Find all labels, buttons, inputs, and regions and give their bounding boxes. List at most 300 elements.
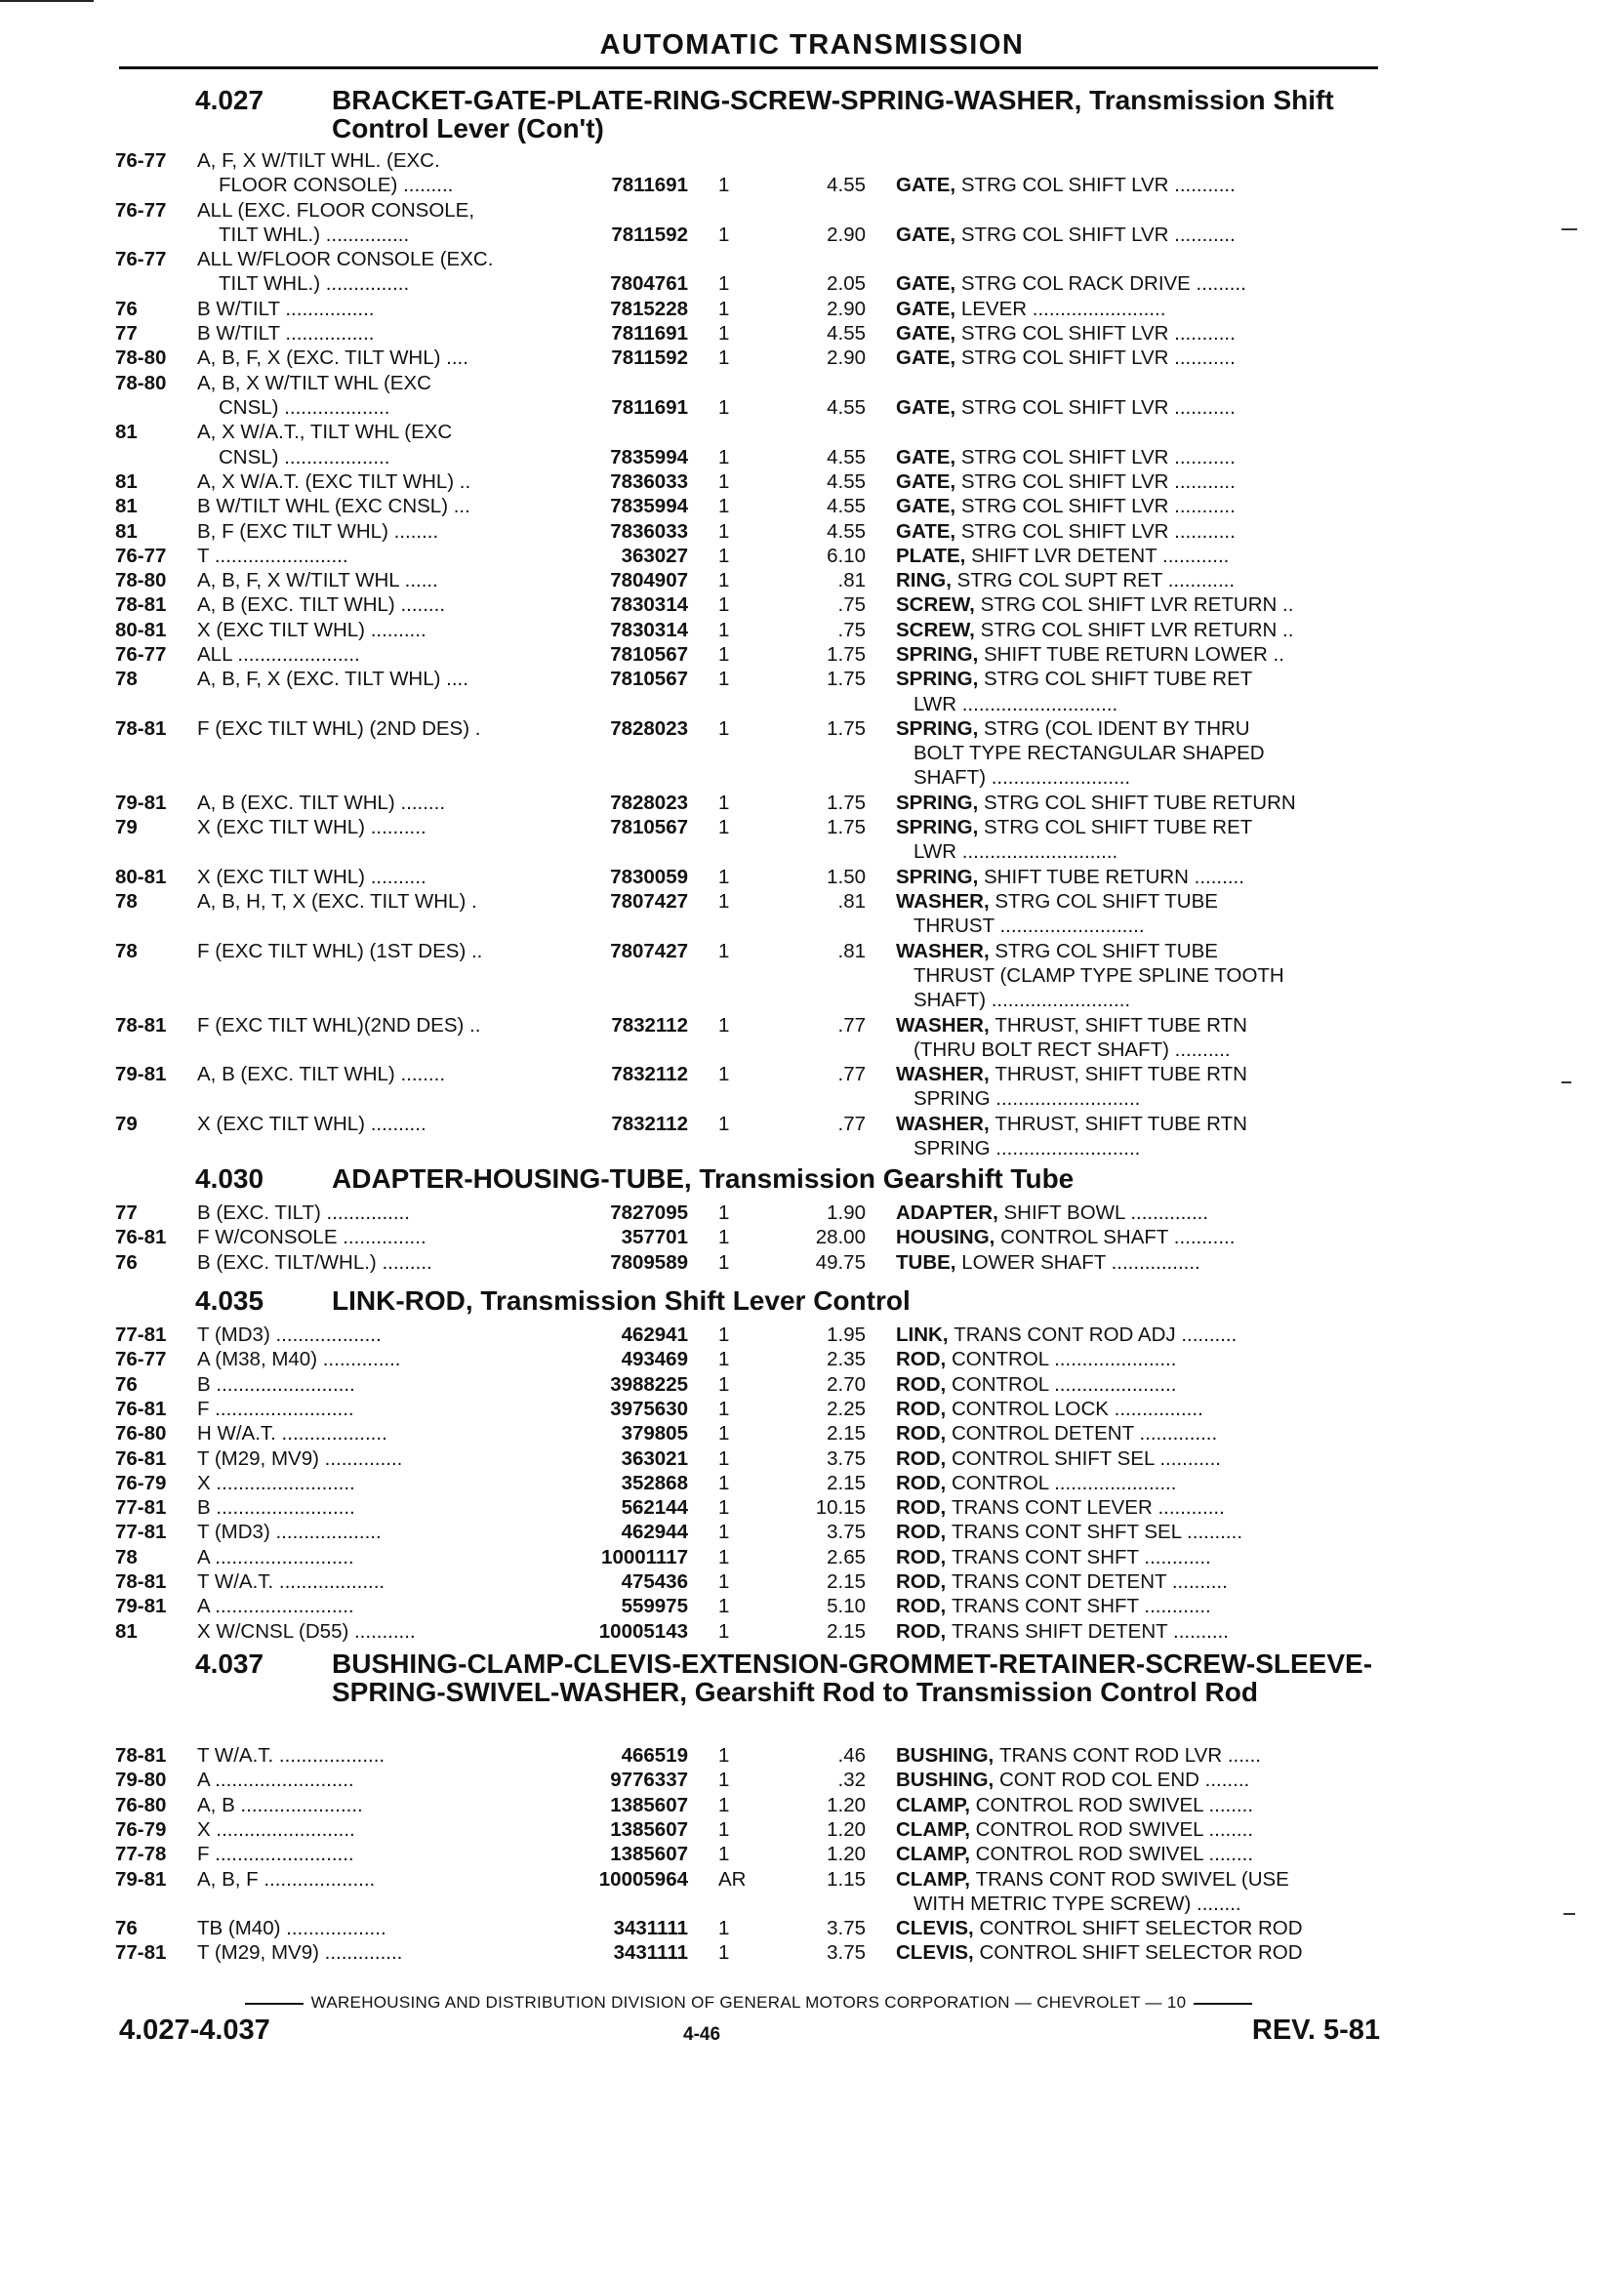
applicability-line: A, B (EXC. TILT WHL) ........ bbox=[197, 1063, 446, 1086]
part-number: 7832112 bbox=[611, 1063, 688, 1086]
description-line: WASHER, THRUST, SHIFT TUBE RTN bbox=[896, 1063, 1247, 1086]
part-number: 7835994 bbox=[610, 495, 688, 518]
quantity: 1 bbox=[718, 593, 730, 617]
applicability bbox=[197, 1768, 544, 1792]
quantity: 1 bbox=[718, 1545, 730, 1568]
description-name: GATE, bbox=[896, 322, 961, 346]
description bbox=[896, 939, 1384, 1013]
price: 2.90 bbox=[827, 346, 866, 370]
page-number: 4-46 bbox=[683, 2024, 721, 2045]
applicability bbox=[197, 939, 544, 963]
quantity: 1 bbox=[718, 1446, 730, 1470]
description bbox=[896, 519, 1384, 544]
quantity: 1 bbox=[718, 1595, 730, 1618]
price: 4.55 bbox=[827, 495, 866, 518]
price: 1.90 bbox=[827, 1201, 866, 1224]
table-row bbox=[0, 544, 1624, 568]
description-line: SPRING, STRG COL SHIFT TUBE RET bbox=[896, 816, 1253, 839]
year-range: 81 bbox=[115, 469, 138, 493]
description bbox=[896, 889, 1384, 939]
table-row bbox=[0, 716, 1624, 791]
applicability-line: A, F, X W/TILT WHL. (EXC. bbox=[197, 149, 440, 172]
description-name: ROD, bbox=[896, 1397, 952, 1420]
quantity: 1 bbox=[718, 297, 730, 320]
price: 4.55 bbox=[827, 174, 866, 197]
year-range: 79-81 bbox=[115, 1595, 167, 1618]
applicability-line: B W/TILT ................ bbox=[197, 322, 375, 346]
part-number: 466519 bbox=[621, 1744, 688, 1767]
description-line: GATE, STRG COL SHIFT LVR ........... bbox=[896, 322, 1236, 346]
price: 1.20 bbox=[827, 1793, 866, 1816]
applicability bbox=[197, 544, 544, 568]
description-name: BUSHING, bbox=[896, 1744, 999, 1767]
price: 4.55 bbox=[827, 469, 866, 493]
applicability-line: T (MD3) ................... bbox=[197, 1521, 382, 1544]
description-name: GATE, bbox=[896, 174, 961, 197]
applicability bbox=[197, 1520, 544, 1544]
applicability bbox=[197, 1421, 544, 1445]
applicability-line: A, X W/A.T. (EXC TILT WHL) .. bbox=[197, 469, 471, 493]
description-name: SPRING, bbox=[896, 668, 984, 691]
applicability bbox=[197, 1569, 544, 1594]
description-line: SPRING, SHIFT TUBE RETURN ......... bbox=[896, 865, 1244, 888]
description-line: GATE, STRG COL RACK DRIVE ......... bbox=[896, 272, 1246, 296]
description-line: RING, STRG COL SUPT RET ............ bbox=[896, 569, 1236, 592]
description-name: WASHER, bbox=[896, 939, 995, 962]
table-row bbox=[0, 148, 1624, 198]
applicability-line: A, B, F, X W/TILT WHL ...... bbox=[197, 569, 438, 592]
description-name: CLAMP, bbox=[896, 1843, 976, 1866]
description bbox=[896, 1397, 1384, 1421]
applicability-line: F (EXC TILT WHL) (1ST DES) .. bbox=[197, 939, 483, 962]
description bbox=[896, 815, 1384, 865]
description bbox=[896, 642, 1384, 667]
price: 1.50 bbox=[827, 865, 866, 888]
applicability-line: A, B, F, X (EXC. TILT WHL) .... bbox=[197, 668, 468, 691]
applicability bbox=[197, 889, 544, 914]
price: 4.55 bbox=[827, 395, 866, 419]
year-range: 77-78 bbox=[115, 1843, 167, 1866]
table-row bbox=[0, 667, 1624, 716]
applicability bbox=[197, 618, 544, 642]
description-line: GATE, STRG COL SHIFT LVR ........... bbox=[896, 495, 1236, 518]
table-row bbox=[0, 865, 1624, 889]
description-name: ROD, bbox=[896, 1619, 952, 1643]
description-line: CLAMP, TRANS CONT ROD SWIVEL (USE bbox=[896, 1867, 1289, 1891]
applicability-line: A, B, F, X (EXC. TILT WHL) .... bbox=[197, 346, 468, 370]
quantity: 1 bbox=[718, 865, 730, 888]
description bbox=[896, 297, 1384, 321]
applicability-line: F ......................... bbox=[197, 1843, 354, 1866]
applicability-line: T W/A.T. ................... bbox=[197, 1744, 386, 1767]
year-range: 78-80 bbox=[115, 346, 167, 370]
applicability bbox=[197, 148, 544, 198]
price: 2.05 bbox=[827, 272, 866, 296]
applicability bbox=[197, 346, 544, 370]
description bbox=[896, 592, 1384, 617]
year-range: 79-81 bbox=[115, 1063, 167, 1086]
description bbox=[896, 716, 1384, 791]
description bbox=[896, 1768, 1384, 1792]
description-line: CLAMP, CONTROL ROD SWIVEL ........ bbox=[896, 1793, 1254, 1816]
table-row bbox=[0, 1842, 1624, 1866]
applicability bbox=[197, 1112, 544, 1136]
year-range: 81 bbox=[115, 1619, 138, 1643]
description-name: SPRING, bbox=[896, 791, 984, 814]
description-line: SPRING, STRG (COL IDENT BY THRU bbox=[896, 716, 1250, 740]
description-name: SPRING, bbox=[896, 865, 984, 888]
applicability bbox=[197, 716, 544, 741]
part-number: 7811592 bbox=[611, 223, 688, 246]
description bbox=[896, 1495, 1384, 1520]
applicability bbox=[197, 247, 544, 297]
year-range: 78-80 bbox=[115, 569, 167, 592]
description-name: CLAMP, bbox=[896, 1793, 976, 1816]
description bbox=[896, 1817, 1384, 1842]
applicability-line: A, X W/A.T., TILT WHL (EXC bbox=[197, 421, 453, 444]
year-range: 76-77 bbox=[115, 1348, 167, 1371]
description-line: WITH METRIC TYPE SCREW) ........ bbox=[914, 1892, 1241, 1915]
quantity: 1 bbox=[718, 1619, 730, 1643]
description-line: WASHER, THRUST, SHIFT TUBE RTN bbox=[896, 1013, 1247, 1037]
quantity: 1 bbox=[718, 618, 730, 641]
year-range: 78-80 bbox=[115, 371, 167, 394]
price: 4.55 bbox=[827, 445, 866, 468]
price: 49.75 bbox=[815, 1250, 866, 1274]
price: 5.10 bbox=[827, 1595, 866, 1618]
description-line: ROD, TRANS CONT SHFT SEL .......... bbox=[896, 1521, 1243, 1544]
part-number: 3975630 bbox=[610, 1397, 688, 1420]
header-rule bbox=[119, 66, 1378, 69]
part-number: 7807427 bbox=[610, 890, 688, 913]
table-row bbox=[0, 939, 1624, 1013]
applicability-line: A, B (EXC. TILT WHL) ........ bbox=[197, 593, 446, 617]
description-line: CLAMP, CONTROL ROD SWIVEL ........ bbox=[896, 1817, 1254, 1841]
price: 2.25 bbox=[827, 1397, 866, 1420]
price: 1.75 bbox=[827, 668, 866, 691]
quantity: 1 bbox=[718, 569, 730, 592]
applicability-line: X (EXC TILT WHL) .......... bbox=[197, 618, 426, 641]
description-line: LINK, TRANS CONT ROD ADJ .......... bbox=[896, 1323, 1238, 1346]
table-row bbox=[0, 494, 1624, 518]
page-header: AUTOMATIC TRANSMISSION bbox=[599, 29, 1025, 61]
description-name: RING, bbox=[896, 569, 957, 592]
table-row bbox=[0, 1112, 1624, 1161]
description-line: SPRING, STRG COL SHIFT TUBE RETURN bbox=[896, 791, 1296, 814]
table-row bbox=[0, 1743, 1624, 1768]
price: 3.75 bbox=[827, 1917, 866, 1940]
year-range: 76-81 bbox=[115, 1226, 167, 1249]
description-line: ROD, CONTROL LOCK ................ bbox=[896, 1397, 1203, 1420]
quantity: 1 bbox=[718, 668, 730, 691]
description-name: GATE, bbox=[896, 469, 961, 493]
table-row bbox=[0, 297, 1624, 321]
quantity: 1 bbox=[718, 643, 730, 666]
year-range: 77 bbox=[115, 1201, 138, 1224]
table-row bbox=[0, 1793, 1624, 1817]
part-number: 7810567 bbox=[610, 643, 688, 666]
quantity: 1 bbox=[718, 322, 730, 346]
part-number: 493469 bbox=[621, 1348, 688, 1371]
applicability-line: B ......................... bbox=[197, 1372, 355, 1396]
year-range: 77-81 bbox=[115, 1496, 167, 1520]
applicability bbox=[197, 1743, 544, 1768]
applicability bbox=[197, 815, 544, 839]
description-line: SPRING .......................... bbox=[914, 1136, 1141, 1160]
description-line: ROD, TRANS CONT SHFT ............ bbox=[896, 1545, 1211, 1568]
description bbox=[896, 445, 1384, 469]
section-title: LINK-ROD, Transmission Shift Lever Control bbox=[332, 1285, 911, 1316]
description bbox=[896, 1421, 1384, 1445]
table-row bbox=[0, 1817, 1624, 1842]
description bbox=[896, 1225, 1384, 1249]
price: 10.15 bbox=[815, 1496, 866, 1520]
top-corner-rule bbox=[0, 0, 94, 2]
part-number: 562144 bbox=[621, 1496, 688, 1520]
applicability bbox=[197, 1323, 544, 1347]
applicability-line: X (EXC TILT WHL) .......... bbox=[197, 1112, 426, 1135]
description bbox=[896, 469, 1384, 494]
table-row bbox=[0, 198, 1624, 248]
description bbox=[896, 1471, 1384, 1495]
description-line: ROD, CONTROL DETENT .............. bbox=[896, 1422, 1218, 1445]
description-line: ROD, TRANS CONT SHFT ............ bbox=[896, 1595, 1211, 1618]
description-name: ROD, bbox=[896, 1348, 952, 1371]
table-row bbox=[0, 519, 1624, 544]
quantity: 1 bbox=[718, 395, 730, 419]
description bbox=[896, 223, 1384, 247]
quantity: 1 bbox=[718, 1769, 730, 1792]
description-line: WASHER, THRUST, SHIFT TUBE RTN bbox=[896, 1112, 1247, 1135]
applicability bbox=[197, 1225, 544, 1249]
applicability bbox=[197, 494, 544, 518]
applicability bbox=[197, 1201, 544, 1225]
description-line: BUSHING, CONT ROD COL END ........ bbox=[896, 1769, 1250, 1792]
table-row bbox=[0, 1545, 1624, 1569]
part-number: 7836033 bbox=[610, 519, 688, 543]
price: .81 bbox=[837, 569, 866, 592]
description-line: BUSHING, TRANS CONT ROD LVR ...... bbox=[896, 1744, 1261, 1767]
description-name: GATE, bbox=[896, 395, 961, 419]
description-name: GATE, bbox=[896, 346, 961, 370]
description-line: SCREW, STRG COL SHIFT LVR RETURN .. bbox=[896, 618, 1294, 641]
description-name: TUBE, bbox=[896, 1250, 962, 1274]
quantity: 1 bbox=[718, 1941, 730, 1965]
year-range: 79-81 bbox=[115, 791, 167, 814]
quantity: 1 bbox=[718, 544, 730, 567]
section-title: BUSHING-CLAMP-CLEVIS-EXTENSION-GROMMET-RETAINER-SCREW-SLEEVE-SPRING-SWIVEL-WASHER, Gearshift Rod to Transmission Control Rod bbox=[332, 1649, 1373, 1707]
part-number: 7809589 bbox=[610, 1250, 688, 1274]
quantity: 1 bbox=[718, 890, 730, 913]
year-range: 76-80 bbox=[115, 1793, 167, 1816]
description bbox=[896, 1201, 1384, 1225]
price: 2.15 bbox=[827, 1471, 866, 1494]
description bbox=[896, 271, 1384, 296]
description-line: SPRING, SHIFT TUBE RETURN LOWER .. bbox=[896, 643, 1284, 666]
price: 4.55 bbox=[827, 519, 866, 543]
applicability bbox=[197, 1916, 544, 1940]
table-row bbox=[0, 1594, 1624, 1618]
quantity: 1 bbox=[718, 1201, 730, 1224]
table-row bbox=[0, 642, 1624, 667]
description-name: ROD, bbox=[896, 1471, 952, 1494]
applicability bbox=[197, 1495, 544, 1520]
applicability bbox=[197, 1471, 544, 1495]
year-range: 78 bbox=[115, 668, 138, 691]
description bbox=[896, 395, 1384, 420]
footer-division bbox=[119, 1993, 1378, 2013]
quantity: 1 bbox=[718, 1793, 730, 1816]
applicability-line: F W/CONSOLE ............... bbox=[197, 1226, 426, 1249]
description-name: GATE, bbox=[896, 297, 961, 320]
applicability-line: T (M29, MV9) .............. bbox=[197, 1941, 403, 1965]
description-line: CLEVIS, CONTROL SHIFT SELECTOR ROD bbox=[896, 1941, 1303, 1965]
applicability-line: CNSL) ................... bbox=[219, 395, 390, 419]
part-number: 3988225 bbox=[610, 1372, 688, 1396]
revision: REV. 5-81 bbox=[1251, 2015, 1380, 2046]
price: 6.10 bbox=[827, 544, 866, 567]
applicability-line: B (EXC. TILT) ............... bbox=[197, 1201, 410, 1224]
description bbox=[896, 1112, 1384, 1161]
year-range: 76-77 bbox=[115, 198, 167, 222]
year-range: 81 bbox=[115, 519, 138, 543]
description bbox=[896, 1372, 1384, 1397]
table-row bbox=[0, 346, 1624, 370]
applicability-line: X (EXC TILT WHL) .......... bbox=[197, 865, 426, 888]
part-number: 7811592 bbox=[611, 346, 688, 370]
table-row bbox=[0, 815, 1624, 865]
price: .81 bbox=[837, 890, 866, 913]
quantity: 1 bbox=[718, 939, 730, 962]
quantity: 1 bbox=[718, 519, 730, 543]
description bbox=[896, 1545, 1384, 1569]
applicability-line: T (M29, MV9) .............. bbox=[197, 1446, 403, 1470]
description bbox=[896, 494, 1384, 518]
applicability-line: TB (M40) .................. bbox=[197, 1917, 386, 1940]
price: 1.75 bbox=[827, 816, 866, 839]
part-number: 10001117 bbox=[601, 1545, 688, 1568]
year-range: 79 bbox=[115, 816, 138, 839]
description-line: ROD, CONTROL SHIFT SEL ........... bbox=[896, 1446, 1221, 1470]
description-line: WASHER, STRG COL SHIFT TUBE bbox=[896, 939, 1218, 962]
applicability bbox=[197, 1250, 544, 1275]
applicability-line: A, B, F .................... bbox=[197, 1867, 376, 1891]
year-range: 76-79 bbox=[115, 1817, 167, 1841]
year-range: 81 bbox=[115, 495, 138, 518]
table-row bbox=[0, 1421, 1624, 1445]
price: 28.00 bbox=[815, 1226, 866, 1249]
description-name: GATE, bbox=[896, 495, 961, 518]
description bbox=[896, 544, 1384, 568]
description-line: GATE, STRG COL SHIFT LVR ........... bbox=[896, 346, 1236, 370]
part-number: 7804761 bbox=[610, 272, 688, 296]
quantity: 1 bbox=[718, 1744, 730, 1767]
year-range: 80-81 bbox=[115, 618, 167, 641]
price: .81 bbox=[837, 939, 866, 962]
year-range: 77-81 bbox=[115, 1521, 167, 1544]
description-name: BUSHING, bbox=[896, 1769, 999, 1792]
description bbox=[896, 1446, 1384, 1471]
description-line: GATE, LEVER ........................ bbox=[896, 297, 1166, 320]
table-row bbox=[0, 1520, 1624, 1544]
description-line: SPRING .......................... bbox=[914, 1087, 1141, 1111]
part-number: 7807427 bbox=[610, 939, 688, 962]
quantity: 1 bbox=[718, 223, 730, 246]
applicability-line: F ......................... bbox=[197, 1397, 354, 1420]
table-row bbox=[0, 889, 1624, 939]
applicability bbox=[197, 667, 544, 691]
description-name: SCREW, bbox=[896, 593, 981, 617]
part-number: 7804907 bbox=[610, 569, 688, 592]
description-line: THRUST (CLAMP TYPE SPLINE TOOTH bbox=[914, 963, 1284, 987]
description-line: CLAMP, CONTROL ROD SWIVEL ........ bbox=[896, 1843, 1254, 1866]
description-line: LWR ............................ bbox=[914, 692, 1118, 715]
quantity: 1 bbox=[718, 1471, 730, 1494]
part-number: 1385607 bbox=[610, 1817, 688, 1841]
table-row bbox=[0, 568, 1624, 592]
applicability bbox=[197, 1793, 544, 1817]
applicability-line: B W/TILT ................ bbox=[197, 297, 375, 320]
quantity: 1 bbox=[718, 1323, 730, 1346]
year-range: 78 bbox=[115, 1545, 138, 1568]
description bbox=[896, 1323, 1384, 1347]
applicability bbox=[197, 1372, 544, 1397]
year-range: 78-81 bbox=[115, 593, 167, 617]
table-row bbox=[0, 247, 1624, 297]
description-name: CLAMP, bbox=[896, 1867, 976, 1891]
price: 4.55 bbox=[827, 322, 866, 346]
quantity: 1 bbox=[718, 1013, 730, 1037]
description-name: ROD, bbox=[896, 1446, 952, 1470]
quantity: 1 bbox=[718, 1570, 730, 1593]
price: .75 bbox=[837, 593, 866, 617]
applicability-line: TILT WHL.) ............... bbox=[219, 272, 410, 296]
description bbox=[896, 1916, 1384, 1940]
description-name: ROD, bbox=[896, 1422, 952, 1445]
applicability bbox=[197, 1817, 544, 1842]
quantity: 1 bbox=[718, 469, 730, 493]
description bbox=[896, 1867, 1384, 1917]
quantity: 1 bbox=[718, 716, 730, 740]
description-name: PLATE, bbox=[896, 544, 972, 567]
price: 1.20 bbox=[827, 1843, 866, 1866]
price: .77 bbox=[837, 1112, 866, 1135]
description bbox=[896, 1619, 1384, 1644]
applicability-line: B ......................... bbox=[197, 1496, 355, 1520]
description-line: WASHER, STRG COL SHIFT TUBE bbox=[896, 890, 1218, 913]
description-line: ROD, TRANS CONT DETENT .......... bbox=[896, 1570, 1228, 1593]
year-range: 76-77 bbox=[115, 149, 167, 172]
year-range: 76-77 bbox=[115, 544, 167, 567]
part-number: 559975 bbox=[621, 1595, 688, 1618]
applicability bbox=[197, 592, 544, 617]
part-number: 7830314 bbox=[610, 618, 688, 641]
year-range: 80-81 bbox=[115, 865, 167, 888]
description-name: CLEVIS, bbox=[896, 1917, 980, 1940]
price: 3.75 bbox=[827, 1941, 866, 1965]
table-row bbox=[0, 1446, 1624, 1471]
table-row bbox=[0, 1495, 1624, 1520]
applicability bbox=[197, 791, 544, 815]
applicability-line: A ......................... bbox=[197, 1545, 354, 1568]
part-number: 3431111 bbox=[613, 1941, 688, 1965]
quantity: 1 bbox=[718, 272, 730, 296]
quantity: 1 bbox=[718, 1917, 730, 1940]
description-name: SPRING, bbox=[896, 643, 984, 666]
part-number: 1385607 bbox=[610, 1793, 688, 1816]
part-number: 7830059 bbox=[610, 865, 688, 888]
description-line: CLEVIS, CONTROL SHIFT SELECTOR ROD bbox=[896, 1917, 1303, 1940]
